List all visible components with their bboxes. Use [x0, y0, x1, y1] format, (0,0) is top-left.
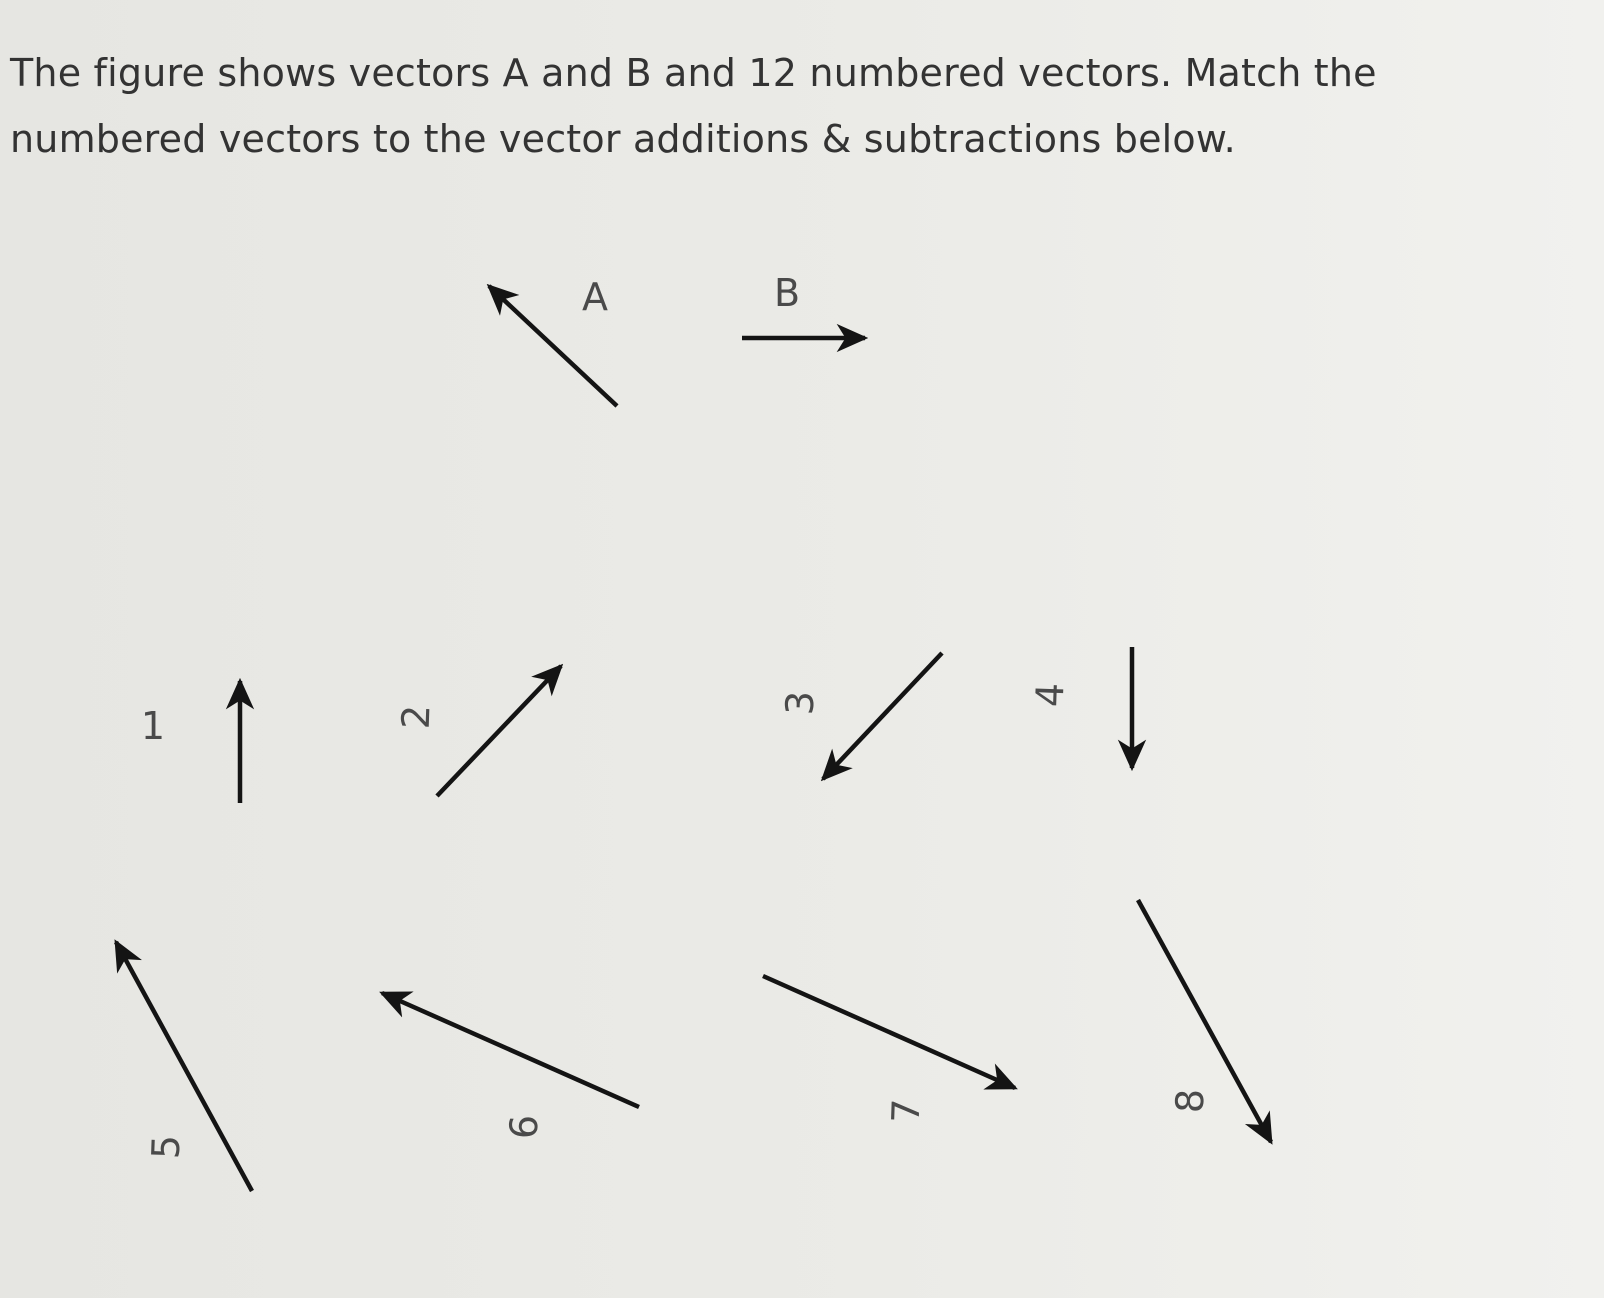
vector-2-label: 2 — [393, 704, 439, 730]
vector-b — [742, 271, 865, 338]
vector-5 — [116, 942, 252, 1191]
vector-3-label: 3 — [777, 690, 823, 716]
vector-2-arrow — [437, 666, 561, 796]
vector-3 — [778, 653, 942, 779]
vector-1 — [141, 681, 240, 803]
vector-5-label: 5 — [143, 1134, 189, 1160]
vector-2 — [394, 666, 561, 796]
vector-8 — [1138, 900, 1271, 1142]
vector-a — [489, 275, 617, 406]
vector-7 — [763, 976, 1015, 1124]
vector-7-label: 7 — [883, 1098, 929, 1124]
vector-6 — [382, 993, 639, 1140]
vector-6-label: 6 — [501, 1114, 547, 1140]
vector-4 — [1028, 647, 1132, 768]
question-prompt: The figure shows vectors A and B and 12 numbered vectors. Match the numbered vectors to the vector additions & subtractions below. — [10, 51, 1377, 161]
vector-4-label: 4 — [1027, 682, 1073, 708]
vector-3-arrow — [823, 653, 942, 779]
vector-b-label: B — [773, 271, 801, 315]
vector-a-label: A — [582, 275, 608, 319]
vector-1-label: 1 — [140, 704, 166, 748]
vector-7-arrow — [763, 976, 1015, 1088]
vector-8-label: 8 — [1167, 1088, 1213, 1114]
vector-6-arrow — [382, 993, 639, 1107]
